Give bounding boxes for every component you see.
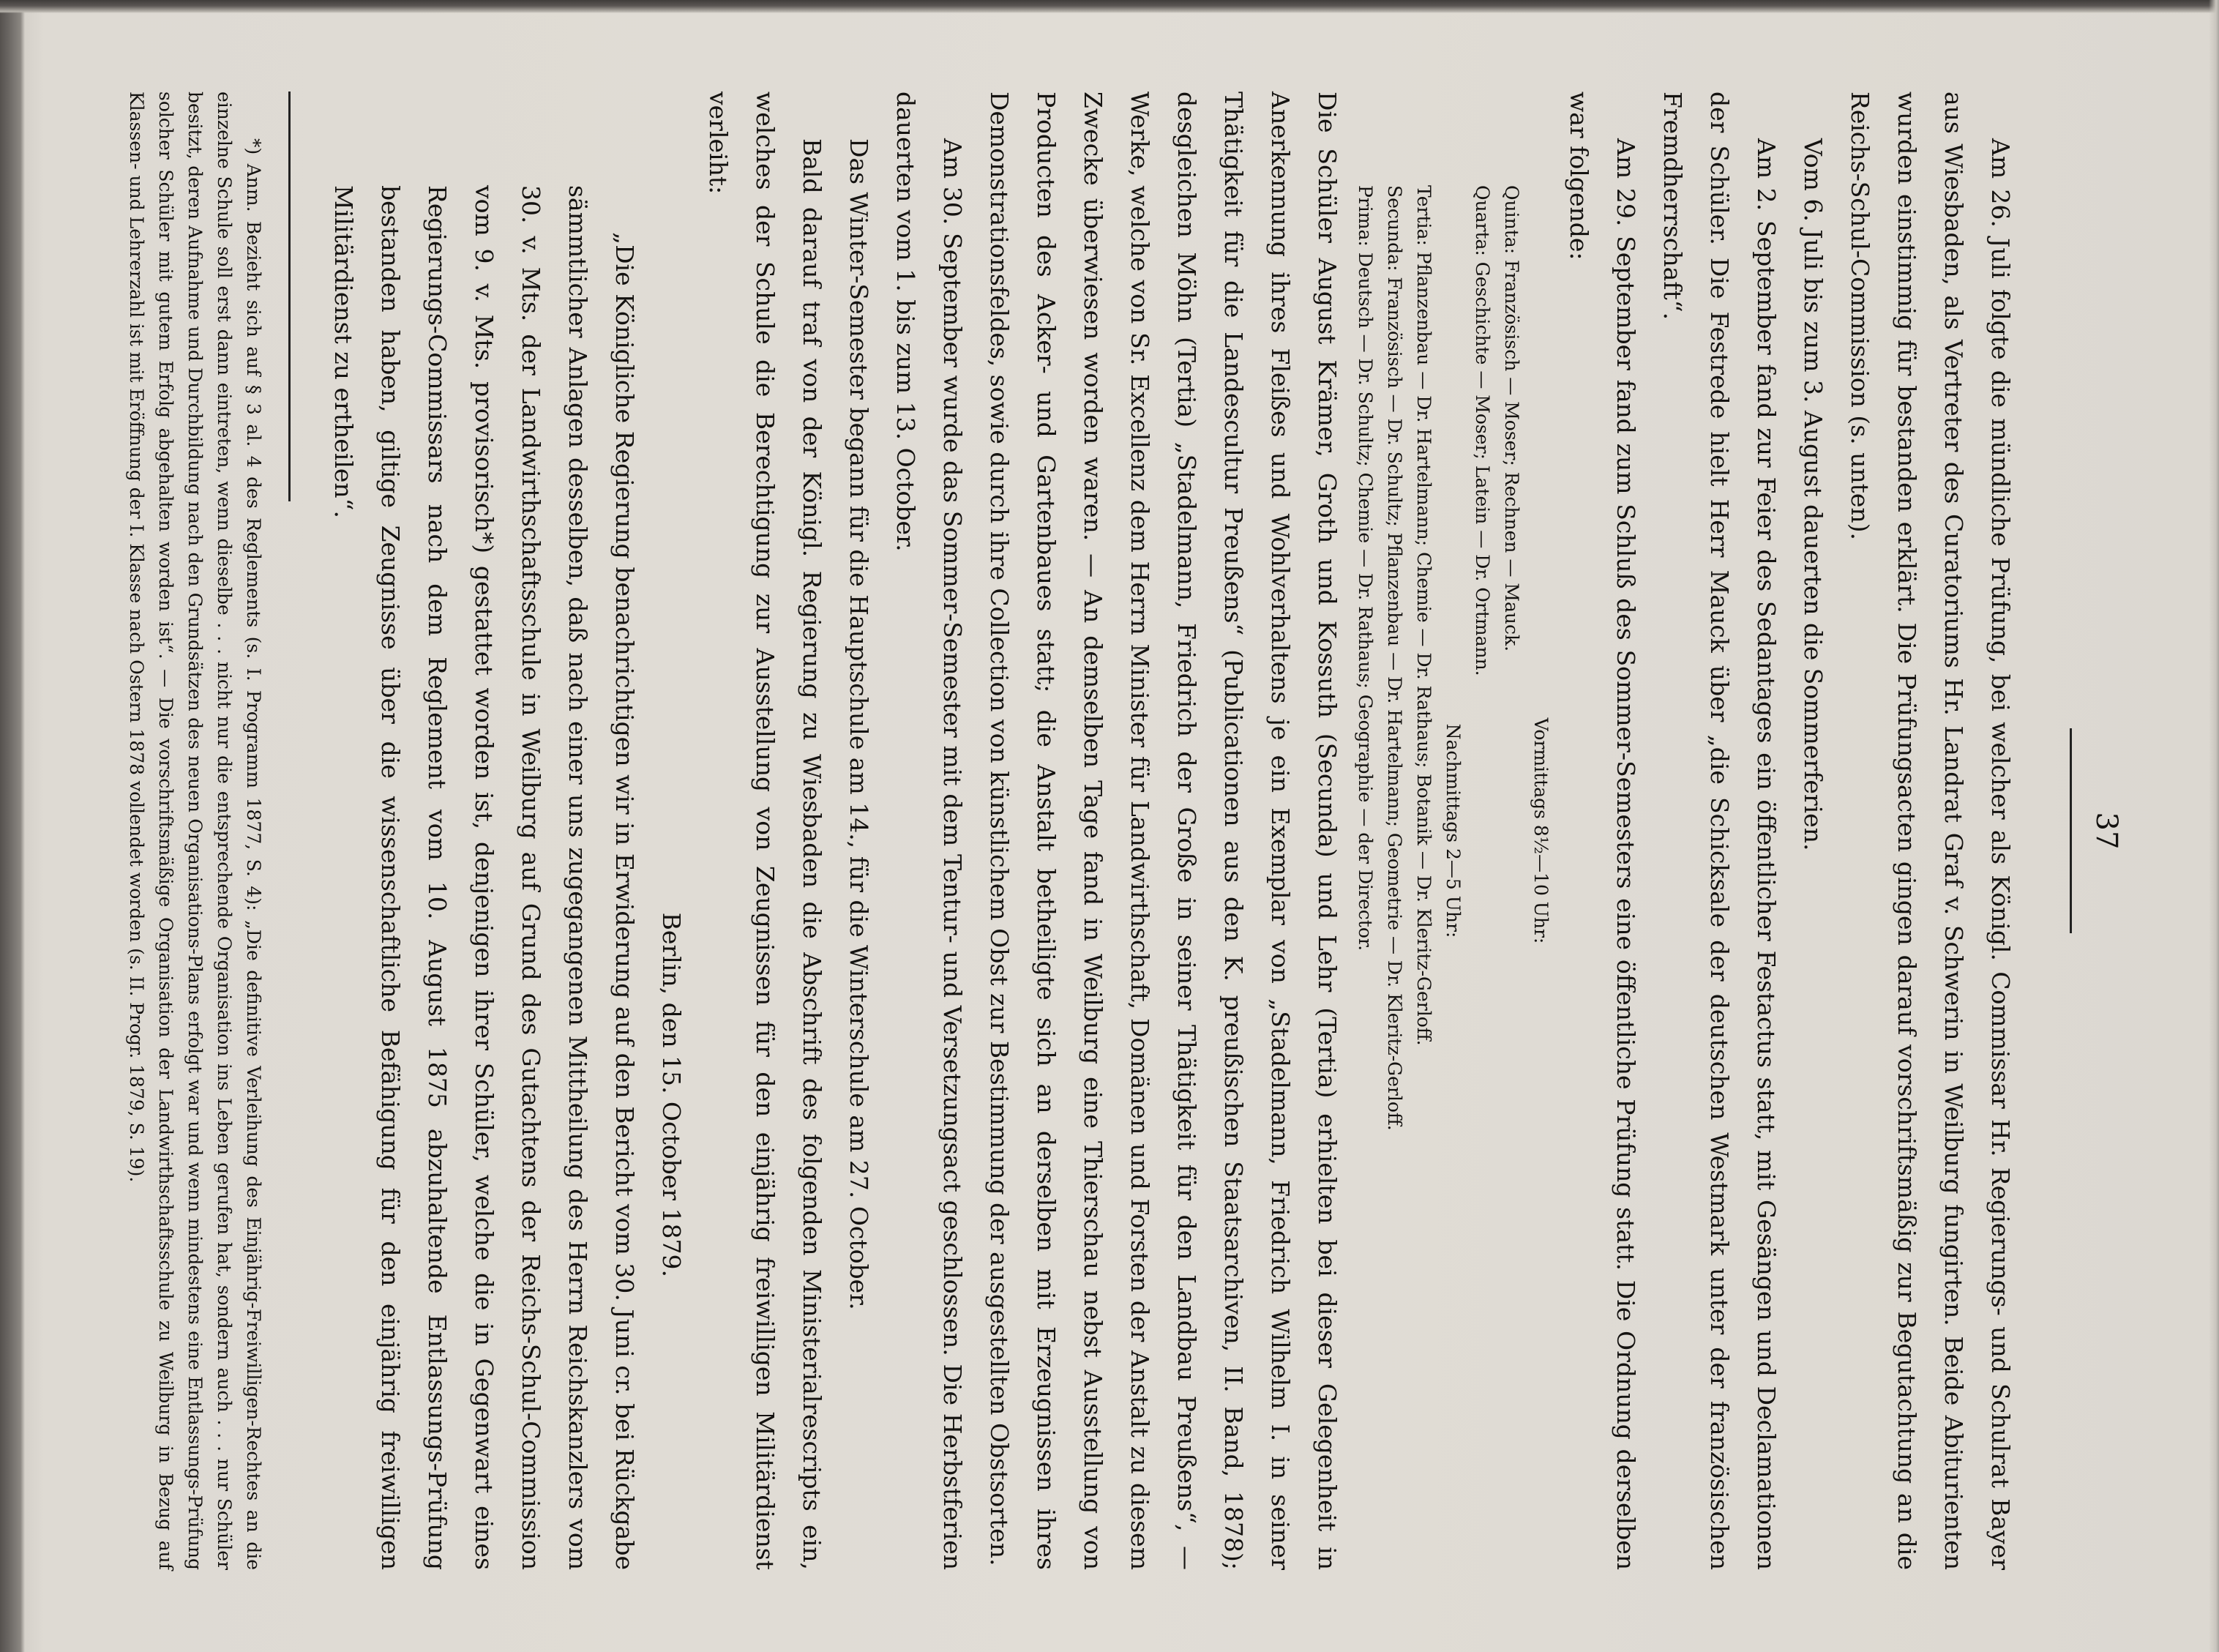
- schedule-afternoon-row: Secunda: Französisch — Dr. Schultz; Pflanzenbau — Dr. Hartelmann; Geometrie — Dr. Kleritz-Gerloff.: [1384, 185, 1405, 1131]
- paragraph-winter-semester: Das Winter-Semester begann für die Hauptschule am 14., für die Winterschule am 27. October.: [845, 138, 873, 1310]
- schedule-afternoon-row: Tertia: Pflanzenbau — Dr. Hartelmann; Chemie — Dr. Rathaus; Botanik — Dr. Kleritz-Gerloff.: [1413, 185, 1434, 1046]
- schedule-afternoon-header: Nachmittags 2—5 Uhr:: [1442, 723, 1464, 938]
- schedule-morning-row: Quarta: Geschichte — Moser; Latein — Dr. Ortmann.: [1472, 185, 1493, 676]
- footnote: *) Anm. Bezieht sich auf § 3 al. 4 des Reglements (s. I. Programm 1877, S. 4): „Die definitive Verleihung des Einjährig-Freiwilligen-Rechtes an die einzelne Schule soll erst dann eintreten, wenn dieselbe . . . nicht nur die entsprechende Organisation ins Leben gerufen hat, sondern auch . . . nur Schüler besitzt, deren Aufnahme und Durchbildung nach den Grundsätzen des neuen Organisations-Plans erfolgt war und wenn mindestens eine Entlassungs-Prüfung solcher Schüler mit gutem Erfolg abgehalten worden ist“. — Die vorschriftsmäßige Organisation der Landwirthschaftsschule zu Weilburg in Bezug auf Klassen- und Lehrerzahl ist mit Eröffnung der I. Klasse nach Ostern 1878 vollendet worden (s. II. Progr. 1879, S. 19).: [126, 91, 264, 1570]
- page-top-edge-shadow: [0, 0, 2219, 13]
- schedule-morning-row: Quinta: Französisch — Moser; Rechnen — Mauck.: [1501, 185, 1522, 652]
- paragraph-semester-close: Am 30. September wurde das Sommer-Semester mit dem Tentur- und Versetzungsact geschlossen. Die Herbstferien dauerten vom 1. bis zum 13. October.: [891, 91, 967, 1570]
- letter-date-line: Berlin, den 15. October 1879.: [657, 912, 686, 1277]
- paragraph-oral-exam: Am 26. Juli folgte die mündliche Prüfung, bei welcher als Königl. Commissar Hr. Regierungs- und Schulrat Bayer aus Wiesbaden, als Vertreter des Curatoriums Hr. Landrat Graf v. Schwerin in Weilburg fungirten. Beide Abiturienten wurden einstimmig für bestanden erklärt. Die Prüfungsacten gingen darauf vorschriftsmäßig zur Begutachtung an die Reichs-Schul-Commission (s. unten).: [1846, 91, 2015, 1570]
- paragraph-public-exam: Am 29. September fand zum Schluß des Sommer-Semesters eine öffentliche Prüfung statt. Die Ordnung derselben war folgende:: [1565, 91, 1640, 1570]
- page-number: 37: [2089, 812, 2123, 850]
- paragraph-prizes: Die Schüler August Krämer, Groth und Kossuth (Secunda) und Lehr (Tertia) erhielten bei dieser Gelegenheit in Anerkennung ihres Fleißes und Wohlverhaltens je ein Exemplar von „Stadelmann, Friedrich Wilhelm I. in seiner Thätigkeit für die Landescultur Preußens“ (Publicationen aus den K. preußischen Staatsarchiven, II. Band, 1878); desgleichen Möhn (Tertia) „Stadelmann, Friedrich der Große in seiner Thätigkeit für den Landbau Preußens“, — Werke, welche von Sr. Excellenz dem Herrn Minister für Landwirthschaft, Domänen und Forsten der Anstalt zu diesem Zwecke überwiesen worden waren. — An demselben Tage fand in Weilburg eine Thierschau nebst Ausstellung von Producten des Acker- und Gartenbaues statt; die Anstalt betheiligte sich an derselben mit Erzeugnissen ihres Demonstrationsfeldes, sowie durch ihre Collection von künstlichem Obst zur Bestimmung der ausgestellten Obstsorten.: [985, 91, 1341, 1570]
- schedule-afternoon-row: Prima: Deutsch — Dr. Schultz; Chemie — Dr. Rathaus; Geographie — der Director.: [1355, 185, 1376, 952]
- rotated-page-content: [126, 91, 2126, 1570]
- schedule-morning-header: Vormittags 8½—10 Uhr:: [1530, 717, 1552, 944]
- quoted-rescript: „Die Königliche Regierung benachrichtigen wir in Erwiderung auf den Bericht vom 30. Juni cr. bei Rückgabe sämmtlicher Anlagen desselben, daß nach einer uns zugegangenen Mittheilung des Herrn Reichskanzlers vom 30. v. Mts. der Landwirthschaftsschule in Weilburg auf Grund des Gutachtens der Reichs-Schul-Commission vom 9. v. Mts. provisorisch*) gestattet worden ist, denjenigen ihrer Schüler, welche die in Gegenwart eines Regierungs-Commissars nach dem Reglement vom 10. August 1875 abzuhaltende Entlassungs-Prüfung bestanden haben, giltige Zeugnisse über die wissenschaftliche Befähigung für den einjährig freiwilligen Militärdienst zu ertheilen“.: [329, 185, 639, 1570]
- body-text: [121, 91, 2024, 1570]
- paragraph-summer-holidays: Vom 6. Juli bis zum 3. August dauerten die Sommerferien.: [1799, 138, 1827, 851]
- page-right-edge: [2209, 0, 2219, 1652]
- paragraph-sedan-day: Am 2. September fand zur Feier des Sedantages ein öffentlicher Festactus statt, mit Gesängen und Declamationen der Schüler. Die Festrede hielt Herr Mauck über „die Schicksale der deutschen Westmark unter der französischen Fremdherrschaft“.: [1658, 91, 1781, 1570]
- footnote-rule: [288, 91, 291, 501]
- paragraph-ministerial-rescript: Bald darauf traf von der Königl. Regierung zu Wiesbaden die Abschrift des folgenden Ministerialrescripts ein, welches der Schule die Berechtigung zur Ausstellung von Zeugnissen für den einjährig freiwilligen Militärdienst verleiht:: [704, 91, 826, 1570]
- page-number-rule: [2070, 728, 2072, 933]
